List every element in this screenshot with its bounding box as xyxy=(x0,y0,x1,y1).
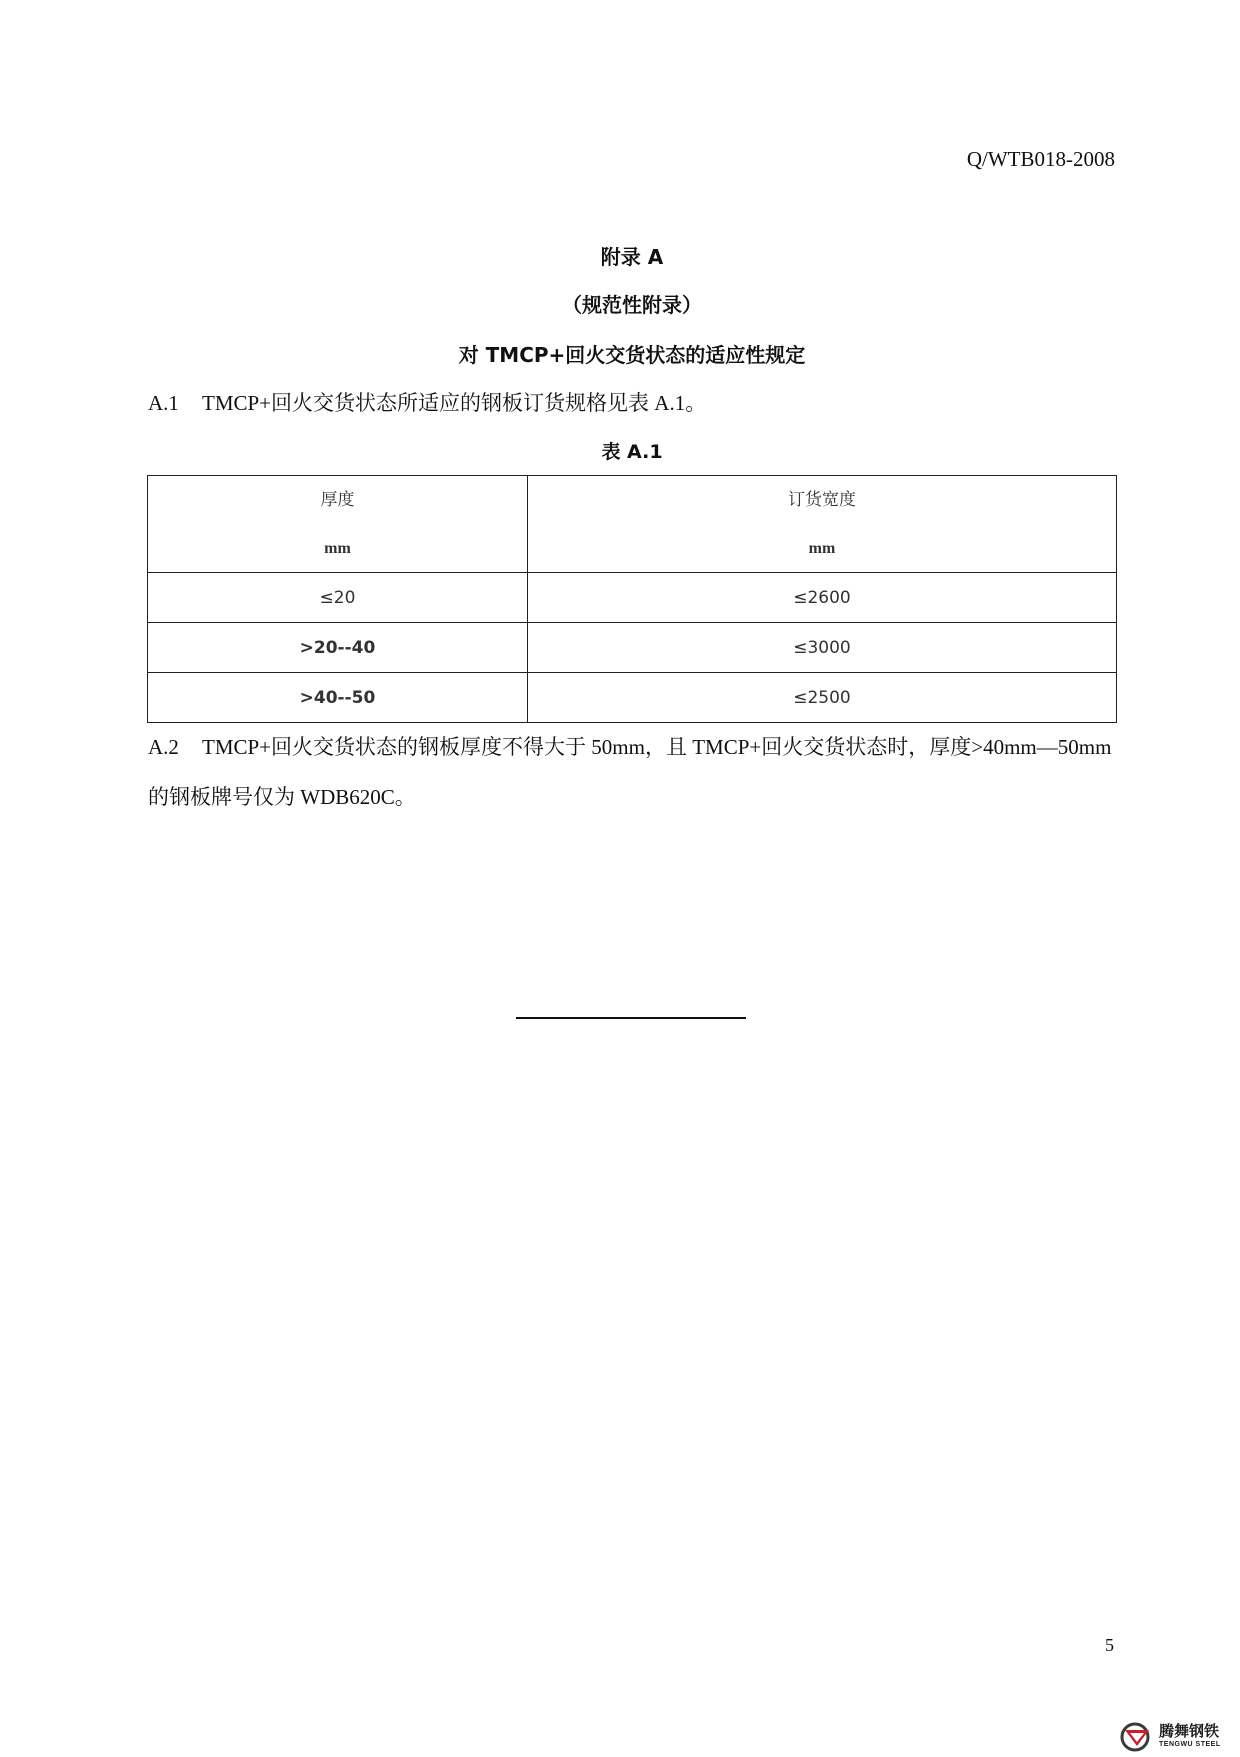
table-header-row xyxy=(148,476,1117,573)
spec-table xyxy=(147,475,1117,723)
cell-width: ≤2600 xyxy=(528,573,1117,623)
header-unit: mm xyxy=(808,540,836,557)
table-row xyxy=(148,573,1117,623)
table-caption: 表 A.1 xyxy=(601,441,663,463)
logo-name-cn: 腾舞钢铁 xyxy=(1159,1722,1220,1740)
header-width xyxy=(528,476,1117,573)
logo-text xyxy=(1159,1722,1221,1749)
header-label: 厚度 xyxy=(320,490,355,510)
end-of-document-rule xyxy=(516,1017,746,1019)
cell-width: ≤2500 xyxy=(528,673,1117,723)
clause-text: TMCP+回火交货状态所适应的钢板订货规格见表 A.1。 xyxy=(202,391,707,415)
clause-number: A.2 xyxy=(148,735,179,759)
cell-thickness: ≤20 xyxy=(148,573,528,623)
header-label: 订货宽度 xyxy=(788,490,856,510)
cell-width: ≤3000 xyxy=(528,623,1117,673)
logo-mark-icon xyxy=(1119,1722,1157,1752)
clause-number: A.1 xyxy=(148,391,179,415)
appendix-subject: 对 TMCP+回火交货状态的适应性规定 xyxy=(458,343,806,367)
header-unit: mm xyxy=(324,540,351,557)
logo-name-en: TENGWU STEEL xyxy=(1159,1741,1221,1748)
clause-text: TMCP+回火交货状态的钢板厚度不得大于 50mm，且 TMCP+回火交货状态时，厚度>40mm—50mm xyxy=(202,735,1112,759)
table-row xyxy=(148,623,1117,673)
clause-a1 xyxy=(148,390,1118,416)
cell-thickness: >40--50 xyxy=(148,673,528,723)
header-thickness xyxy=(148,476,528,573)
appendix-type: （规范性附录） xyxy=(562,293,702,317)
company-logo xyxy=(1119,1722,1231,1754)
table-row xyxy=(148,673,1117,723)
page-number: 5 xyxy=(1105,1635,1114,1655)
document-code: Q/WTB018-2008 xyxy=(966,147,1115,171)
clause-a2 xyxy=(148,734,1118,760)
cell-thickness: >20--40 xyxy=(148,623,528,673)
appendix-title: 附录 A xyxy=(600,245,664,269)
clause-a2-continuation: 的钢板牌号仅为 WDB620C。 xyxy=(148,785,416,809)
